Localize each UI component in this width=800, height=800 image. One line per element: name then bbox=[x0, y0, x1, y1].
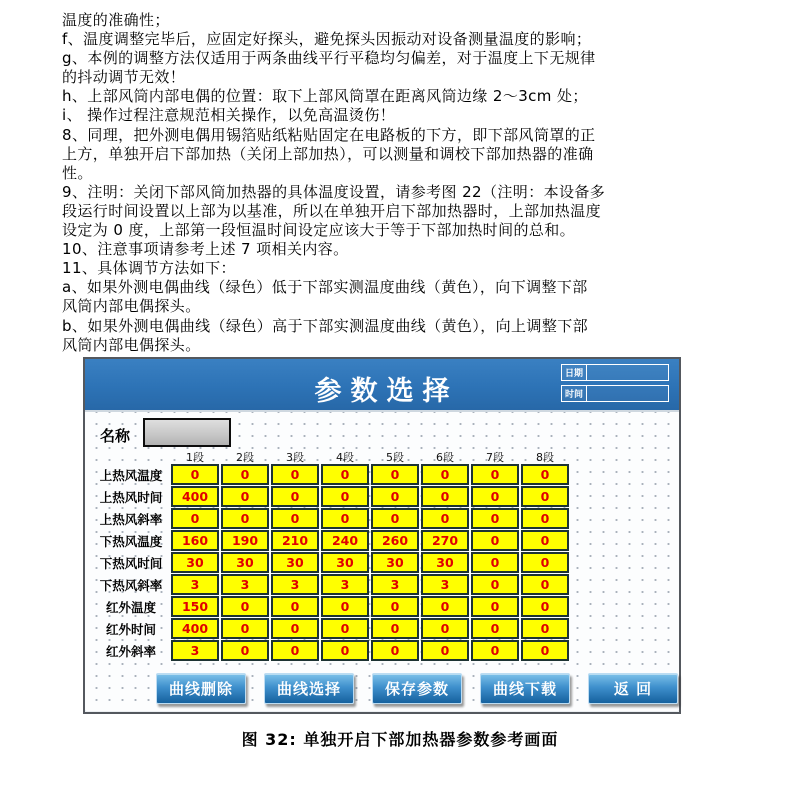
segment-header: 6段 bbox=[436, 451, 454, 464]
doc-line: 上方，单独开启下部加热（关闭上部加热），可以测量和调校下部加热器的准确 bbox=[62, 144, 594, 163]
doc-line: h、上部风筒内部电偶的位置：取下上部风筒罩在距离风筒边缘 2～3cm 处； bbox=[62, 87, 588, 106]
param-value-cell[interactable]: 0 bbox=[471, 596, 519, 617]
save-params-button[interactable]: 保存参数 bbox=[372, 673, 462, 704]
param-row-label: 上热风时间 bbox=[99, 489, 163, 505]
time-field[interactable] bbox=[587, 385, 669, 402]
figure-caption: 图 32: 单独开启下部加热器参数参考画面 bbox=[241, 730, 559, 749]
param-row-label: 上热风斜率 bbox=[99, 511, 163, 527]
curve-download-button[interactable]: 曲线下载 bbox=[480, 673, 570, 704]
action-button-bar bbox=[156, 673, 678, 704]
param-value-cell[interactable]: 3 bbox=[371, 574, 419, 595]
param-value-cell[interactable]: 0 bbox=[421, 618, 469, 639]
segment-header: 2段 bbox=[236, 451, 254, 464]
param-value-cell[interactable]: 0 bbox=[171, 464, 219, 485]
param-value-cell[interactable]: 0 bbox=[271, 508, 319, 529]
param-value-cell[interactable]: 0 bbox=[521, 640, 569, 661]
param-value-cell[interactable]: 0 bbox=[221, 640, 269, 661]
param-value-cell[interactable]: 30 bbox=[221, 552, 269, 573]
param-value-cell[interactable]: 30 bbox=[271, 552, 319, 573]
segment-header: 7段 bbox=[486, 451, 504, 464]
panel-title: 参数选择 bbox=[314, 376, 459, 407]
param-row bbox=[93, 464, 569, 485]
param-value-cell[interactable]: 400 bbox=[171, 618, 219, 639]
return-button[interactable]: 返 回 bbox=[588, 673, 678, 704]
param-value-cell[interactable]: 0 bbox=[471, 464, 519, 485]
param-value-cell[interactable]: 0 bbox=[271, 486, 319, 507]
document-text bbox=[62, 11, 768, 355]
curve-select-button[interactable]: 曲线选择 bbox=[264, 673, 354, 704]
param-row bbox=[93, 596, 569, 617]
doc-line: 段运行时间设置以上部为以基准，所以在单独开启下部加热器时，上部加热温度 bbox=[62, 201, 602, 220]
param-value-cell[interactable]: 3 bbox=[271, 574, 319, 595]
param-row bbox=[93, 530, 569, 551]
param-value-cell[interactable]: 30 bbox=[371, 552, 419, 573]
param-value-cell[interactable]: 0 bbox=[321, 508, 369, 529]
param-row bbox=[93, 618, 569, 639]
param-value-cell[interactable]: 0 bbox=[421, 486, 469, 507]
param-row-label: 红外温度 bbox=[105, 599, 156, 615]
param-value-cell[interactable]: 0 bbox=[271, 618, 319, 639]
doc-line: a、如果外测电偶曲线（绿色）低于下部实测温度曲线（黄色），向下调整下部 bbox=[62, 278, 588, 297]
param-row bbox=[93, 640, 569, 661]
param-value-cell[interactable]: 3 bbox=[171, 640, 219, 661]
param-row bbox=[93, 486, 569, 507]
doc-line: 设定为 0 度，上部第一段恒温时间设定应该大于等于下部加热时间的总和。 bbox=[62, 221, 576, 240]
doc-line: b、如果外测电偶曲线（绿色）高于下部实测温度曲线（黄色），向上调整下部 bbox=[62, 316, 589, 335]
datetime-block bbox=[561, 364, 669, 406]
param-value-cell[interactable]: 0 bbox=[471, 618, 519, 639]
panel-header bbox=[85, 359, 679, 412]
param-value-cell[interactable]: 0 bbox=[221, 618, 269, 639]
param-value-cell[interactable]: 260 bbox=[371, 530, 419, 551]
date-field[interactable] bbox=[587, 364, 669, 381]
param-value-cell[interactable]: 0 bbox=[321, 618, 369, 639]
param-value-cell[interactable]: 0 bbox=[371, 486, 419, 507]
segment-header: 8段 bbox=[536, 451, 554, 464]
param-value-cell[interactable]: 0 bbox=[521, 464, 569, 485]
doc-line: 的抖动调节无效！ bbox=[62, 68, 186, 87]
param-value-cell[interactable]: 0 bbox=[221, 508, 269, 529]
param-value-cell[interactable]: 0 bbox=[271, 596, 319, 617]
doc-line: 风筒内部电偶探头。 bbox=[62, 335, 201, 354]
segment-header: 4段 bbox=[336, 451, 354, 464]
param-value-cell[interactable]: 240 bbox=[321, 530, 369, 551]
date-label: 日期 bbox=[561, 364, 587, 381]
param-row bbox=[93, 552, 569, 573]
param-value-cell[interactable]: 0 bbox=[421, 508, 469, 529]
param-value-cell[interactable]: 0 bbox=[321, 486, 369, 507]
param-value-cell[interactable]: 0 bbox=[321, 640, 369, 661]
param-value-cell[interactable]: 3 bbox=[171, 574, 219, 595]
doc-line: 8、同理，把外测电偶用锡箔贴纸粘贴固定在电路板的下方，即下部风筒罩的正 bbox=[62, 125, 596, 144]
name-label: 名称 bbox=[100, 427, 131, 445]
param-value-cell[interactable]: 160 bbox=[171, 530, 219, 551]
name-field[interactable] bbox=[143, 418, 231, 447]
param-value-cell[interactable]: 0 bbox=[371, 508, 419, 529]
param-value-cell[interactable]: 0 bbox=[521, 596, 569, 617]
param-value-cell[interactable]: 3 bbox=[321, 574, 369, 595]
param-value-cell[interactable]: 0 bbox=[371, 464, 419, 485]
param-value-cell[interactable]: 0 bbox=[471, 552, 519, 573]
param-value-cell[interactable]: 0 bbox=[321, 596, 369, 617]
segment-header-row bbox=[171, 449, 569, 465]
param-row-label: 红外斜率 bbox=[105, 643, 156, 659]
doc-line: 温度的准确性； bbox=[62, 11, 170, 29]
param-row-label: 红外时间 bbox=[105, 621, 156, 637]
param-value-cell[interactable]: 0 bbox=[221, 486, 269, 507]
param-value-cell[interactable]: 3 bbox=[221, 574, 269, 595]
doc-line: 性。 bbox=[62, 163, 93, 182]
param-value-cell[interactable]: 400 bbox=[171, 486, 219, 507]
param-row bbox=[93, 508, 569, 529]
param-value-cell[interactable]: 0 bbox=[471, 574, 519, 595]
doc-line: 风筒内部电偶探头。 bbox=[62, 297, 201, 316]
param-row-label: 下热风时间 bbox=[99, 555, 163, 571]
param-value-cell[interactable]: 30 bbox=[421, 552, 469, 573]
param-value-cell[interactable]: 30 bbox=[171, 552, 219, 573]
param-row-label: 下热风斜率 bbox=[99, 577, 163, 593]
segment-header: 5段 bbox=[386, 451, 404, 464]
param-value-cell[interactable]: 190 bbox=[221, 530, 269, 551]
curve-delete-button[interactable]: 曲线删除 bbox=[156, 673, 246, 704]
doc-line: 9、注明：关闭下部风筒加热器的具体温度设置，请参考图 22（注明：本设备多 bbox=[62, 182, 606, 201]
param-value-cell[interactable]: 0 bbox=[521, 552, 569, 573]
param-value-cell[interactable]: 0 bbox=[521, 486, 569, 507]
param-value-cell[interactable]: 0 bbox=[271, 464, 319, 485]
param-row-label: 上热风温度 bbox=[99, 467, 163, 483]
param-value-cell[interactable]: 210 bbox=[271, 530, 319, 551]
param-value-cell[interactable]: 0 bbox=[521, 530, 569, 551]
parameter-table bbox=[93, 464, 569, 662]
param-value-cell[interactable]: 0 bbox=[421, 464, 469, 485]
doc-line: f、温度调整完毕后，应固定好探头，避免探头因振动对设备测量温度的影响； bbox=[62, 30, 592, 49]
param-value-cell[interactable]: 0 bbox=[221, 464, 269, 485]
param-value-cell[interactable]: 0 bbox=[471, 530, 519, 551]
param-value-cell[interactable]: 0 bbox=[171, 508, 219, 529]
param-value-cell[interactable]: 0 bbox=[471, 508, 519, 529]
doc-line: g、本例的调整方法仅适用于两条曲线平行平稳均匀偏差，对于温度上下无规律 bbox=[62, 49, 596, 68]
doc-line: i、 操作过程注意规范相关操作，以免高温烫伤！ bbox=[62, 106, 396, 125]
segment-header: 1段 bbox=[186, 451, 204, 464]
param-value-cell[interactable]: 0 bbox=[421, 596, 469, 617]
param-value-cell[interactable]: 0 bbox=[371, 618, 419, 639]
param-value-cell[interactable]: 0 bbox=[521, 508, 569, 529]
param-value-cell[interactable]: 0 bbox=[471, 486, 519, 507]
param-value-cell[interactable]: 0 bbox=[521, 618, 569, 639]
doc-line: 10、注意事项请参考上述 7 项相关内容。 bbox=[62, 240, 349, 259]
param-row-label: 下热风温度 bbox=[99, 533, 163, 549]
param-value-cell[interactable]: 3 bbox=[421, 574, 469, 595]
param-row bbox=[93, 574, 569, 595]
param-value-cell[interactable]: 0 bbox=[371, 596, 419, 617]
param-value-cell[interactable]: 30 bbox=[321, 552, 369, 573]
param-value-cell[interactable]: 0 bbox=[521, 574, 569, 595]
param-value-cell[interactable]: 0 bbox=[271, 640, 319, 661]
segment-header: 3段 bbox=[286, 451, 304, 464]
param-value-cell[interactable]: 0 bbox=[371, 640, 419, 661]
param-value-cell[interactable]: 0 bbox=[421, 640, 469, 661]
param-value-cell[interactable]: 0 bbox=[471, 640, 519, 661]
time-label: 时间 bbox=[561, 385, 587, 402]
param-value-cell[interactable]: 150 bbox=[171, 596, 219, 617]
time-row bbox=[561, 385, 669, 402]
panel-body bbox=[85, 412, 679, 710]
param-value-cell[interactable]: 270 bbox=[421, 530, 469, 551]
param-value-cell[interactable]: 0 bbox=[221, 596, 269, 617]
param-value-cell[interactable]: 0 bbox=[321, 464, 369, 485]
doc-line: 11、具体调节方法如下： bbox=[62, 259, 236, 278]
date-row bbox=[561, 364, 669, 381]
hmi-screenshot bbox=[83, 357, 681, 714]
